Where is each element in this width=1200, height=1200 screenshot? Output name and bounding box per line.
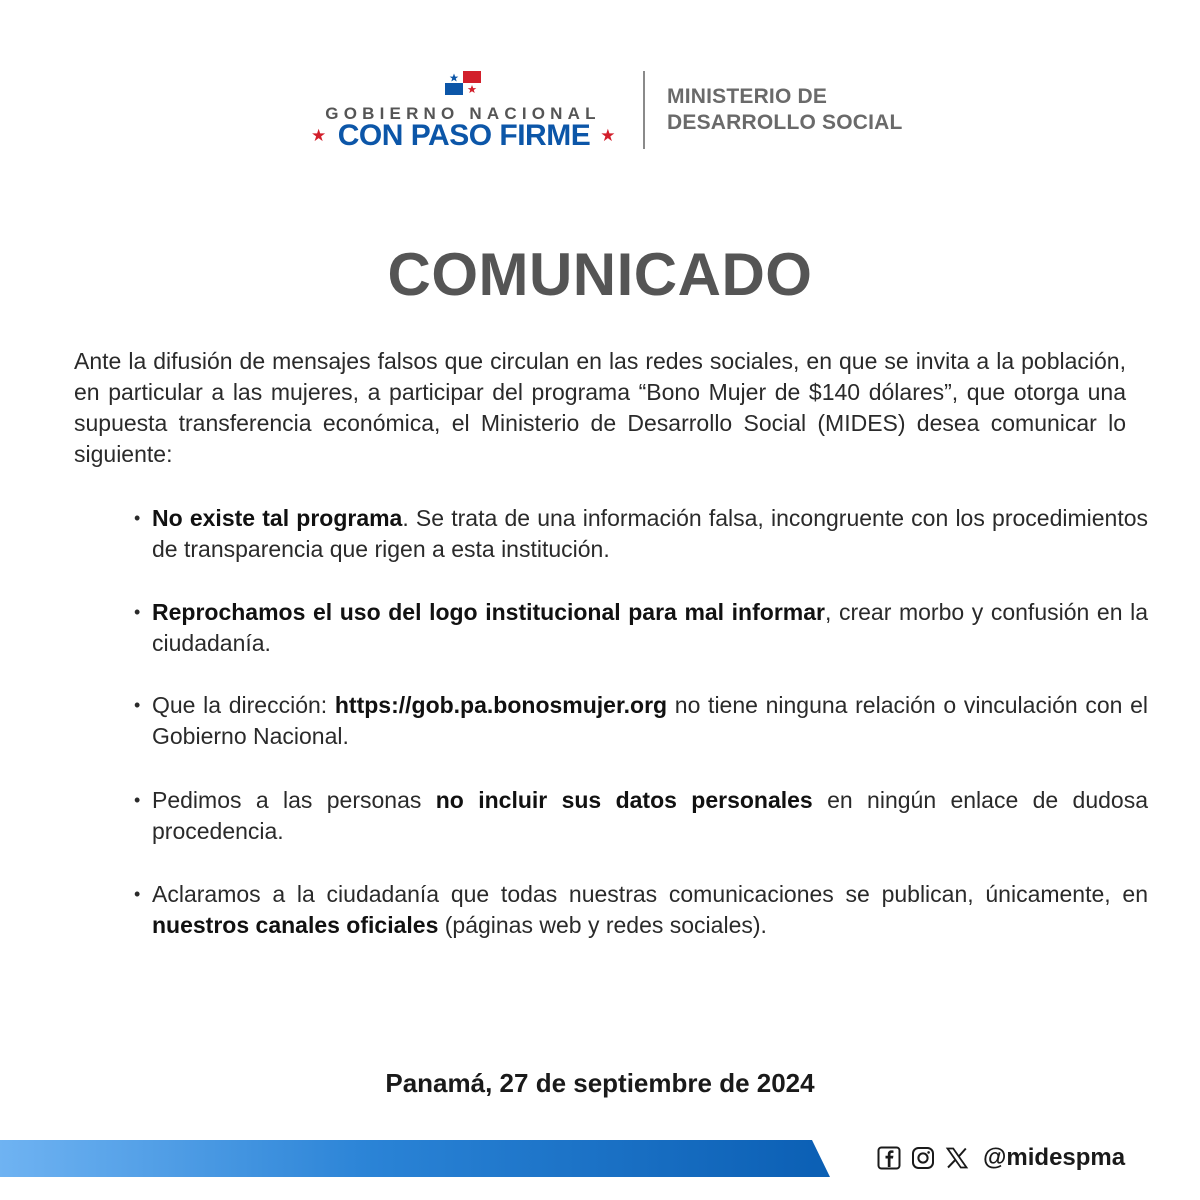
header-logo: [0, 0, 1200, 160]
government-name: GOBIERNO NACIONAL: [325, 104, 601, 123]
government-slogan: [300, 119, 626, 153]
ministry-line-1: MINISTERIO DE: [667, 85, 828, 108]
bullet-text: , crear morbo y confusión en la ciudadanía.: [152, 599, 1148, 656]
page-title: COMUNICADO: [387, 241, 813, 308]
bullet-icon: •: [134, 508, 141, 528]
social-media-block: [877, 1145, 1125, 1171]
panama-flag-icon: [445, 71, 481, 95]
document-date: Panamá, 27 de septiembre de 2024: [385, 1068, 815, 1098]
bullet-text: Pedimos a las personas: [152, 787, 436, 813]
bullet-text: . Se trata de una información falsa, incongruente con los procedimientos de transparencia que rigen a esta institución.: [152, 505, 1148, 562]
bullet-url: https://gob.pa.bonosmujer.org: [334, 692, 668, 718]
bullet-bold-text: Reprochamos el uso del logo institucional para mal informar: [152, 599, 825, 625]
bullet-bold-text: No existe tal programa: [152, 505, 403, 531]
bullet-icon: •: [134, 790, 141, 810]
social-handle[interactable]: @midespma: [983, 1144, 1126, 1171]
list-item: [130, 785, 1148, 847]
logo-divider: [643, 71, 645, 149]
star-icon: ★: [600, 126, 615, 145]
facebook-icon[interactable]: [877, 1146, 901, 1170]
bullet-text: Que la dirección:: [152, 692, 335, 718]
bullet-text: no tiene ninguna relación o vinculación con el Gobierno Nacional.: [152, 692, 1149, 749]
bullet-icon: •: [134, 695, 141, 715]
bullet-icon: •: [134, 884, 141, 904]
bullet-text: en ningún enlace de dudosa procedencia.: [152, 787, 1149, 844]
bullet-text: (páginas web y redes sociales).: [438, 912, 767, 938]
list-item: [130, 597, 1148, 659]
intro-paragraph: Ante la difusión de mensajes falsos que circulan en las redes sociales, en que se invita a la población, en particular a las mujeres, a participar del programa “Bono Mujer de $140 dólares”, que otorga una supuesta transferencia económica, el Ministerio de Desarrollo Social (MIDES) desea comunicar lo siguiente:: [74, 348, 1126, 467]
instagram-icon[interactable]: [911, 1146, 935, 1170]
x-icon[interactable]: [945, 1146, 969, 1170]
bullet-bold-text: nuestros canales oficiales: [152, 912, 439, 938]
slogan-text: CON PASO FIRME: [337, 119, 591, 152]
star-icon: ★: [311, 126, 326, 145]
list-item: [130, 503, 1148, 565]
bullet-text: Aclaramos a la ciudadanía que todas nuestras comunicaciones se publican, únicamente, en: [152, 881, 1148, 907]
bullet-bold-text: no incluir sus datos personales: [435, 787, 813, 813]
list-item: [130, 879, 1148, 941]
footer-gradient-bar: [0, 1140, 830, 1177]
ministry-name: [667, 84, 903, 136]
bullet-icon: •: [134, 602, 141, 622]
list-item: [130, 690, 1148, 752]
ministry-line-2: DESARROLLO SOCIAL: [667, 111, 903, 134]
